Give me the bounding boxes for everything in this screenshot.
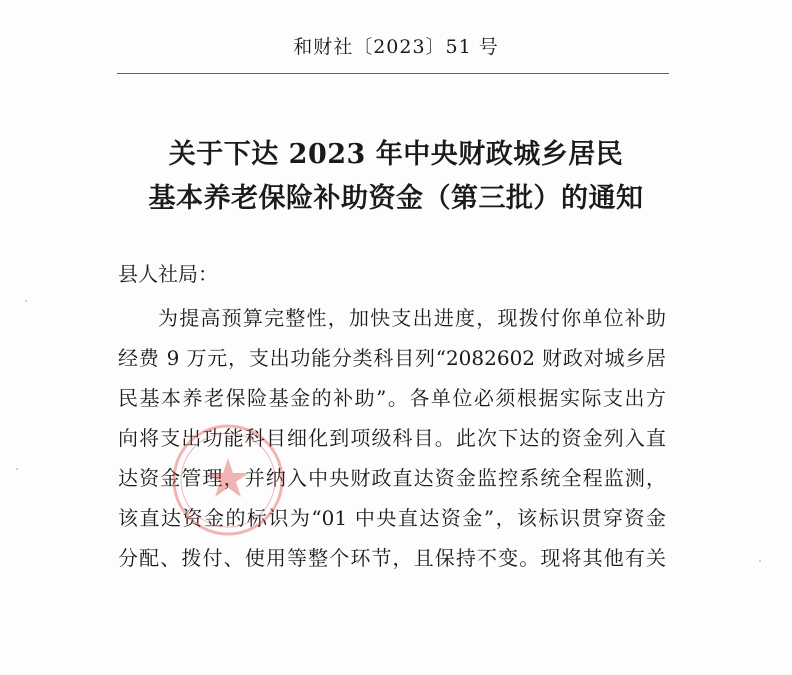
body-line: 分配、拨付、使用等整个环节，且保持不变。现将其他有关 [118,546,666,570]
body-line: 经费 9 万元，支出功能分类科目列“2082602 财政对城乡居 [118,346,666,370]
body-line: 民基本养老保险基金的补助”。各单位必须根据实际支出方 [118,386,666,410]
body-line: 向将支出功能科目细化到项级科目。此次下达的资金列入直 [118,426,666,450]
body-line: 为提高预算完整性，加快支出进度，现拨付你单位补助 [158,306,666,330]
body-line: 该直达资金的标识为“01 中央直达资金”，该标识贯穿资金 [118,506,666,530]
title-line-1: 关于下达 2023 年中央财政城乡居民 [168,139,624,170]
salutation: 县人社局： [118,262,218,286]
official-seal-icon [168,420,288,540]
title-line-2: 基本养老保险补助资金（第三批）的通知 [148,183,644,214]
red-separator-line [117,73,669,74]
document-number: 和财社〔2023〕51 号 [293,36,499,58]
scan-speck [16,468,18,470]
document-title [0,133,792,221]
scan-speck [759,560,761,562]
scan-speck [25,300,27,302]
body-line: 达资金管理，并纳入中央财政直达资金监控系统全程监测， [118,466,666,490]
